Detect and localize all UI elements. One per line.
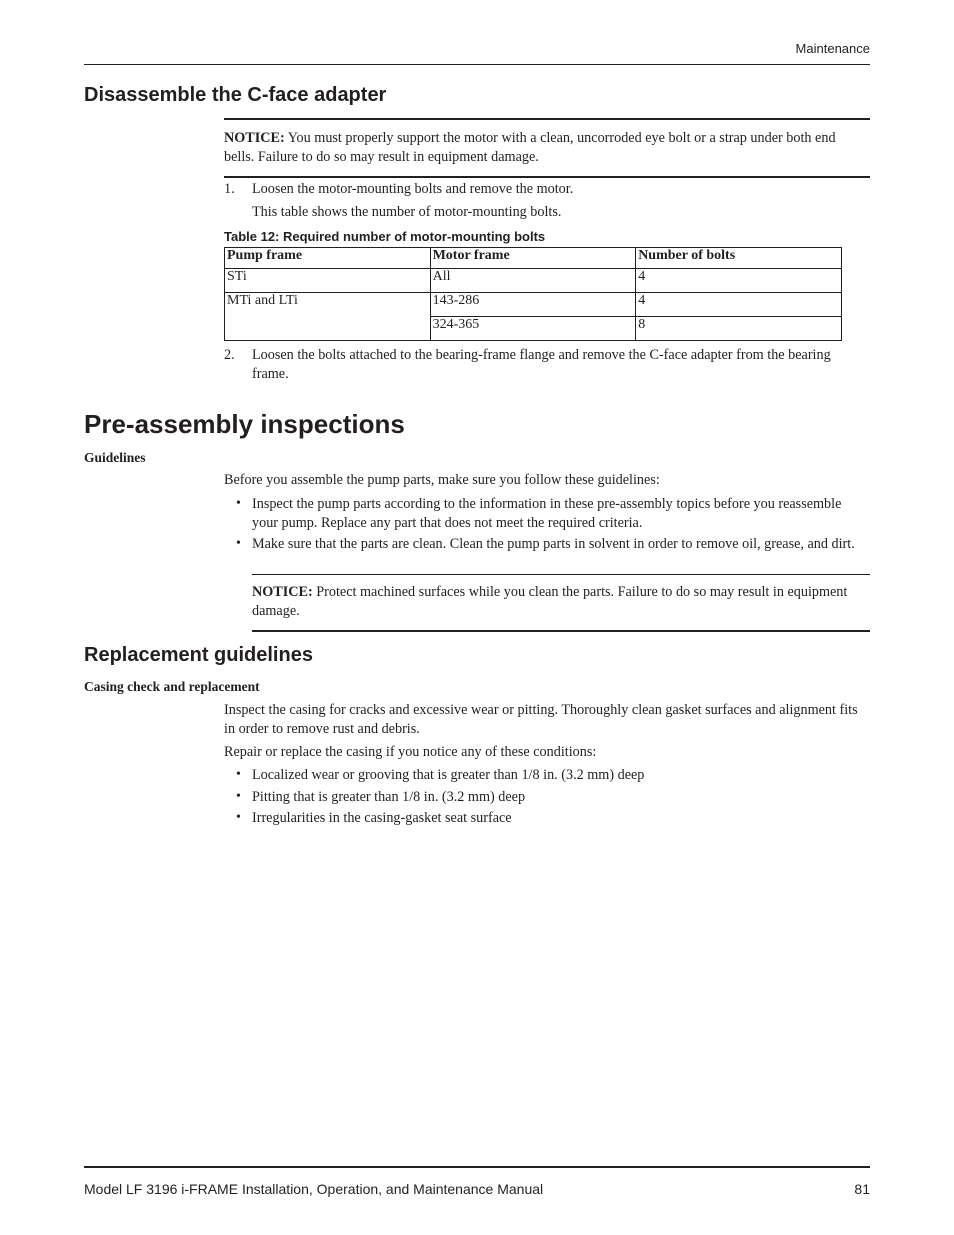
list-item: Make sure that the parts are clean. Clean the pump parts in solvent in order to remove oil, grease, and dirt. (252, 536, 855, 552)
section-title-pre-assembly: Pre-assembly inspections (84, 409, 405, 439)
subhead-casing: Casing check and replacement (84, 679, 260, 694)
table-cell: 143-286 (430, 293, 636, 317)
table-cell: All (430, 269, 636, 293)
list-item: Irregularities in the casing-gasket seat surface (252, 810, 512, 826)
step-subtext: This table shows the number of motor-mounting bolts. (252, 204, 562, 220)
bolts-table (224, 247, 842, 341)
notice-bottom-rule (252, 630, 870, 632)
table-header-cell: Motor frame (430, 248, 636, 269)
step-text: Loosen the motor-mounting bolts and remove the motor. (252, 181, 574, 197)
table-row (225, 293, 842, 317)
notice-block (252, 583, 862, 620)
table-caption: Table 12: Required number of motor-mounting bolts (224, 229, 546, 244)
paragraph: Inspect the casing for cracks and excessive wear or pitting. Thoroughly clean gasket surfaces and alignment fits in order to remove rust and debris. (224, 702, 858, 737)
step-number: 2. (224, 347, 235, 363)
bullet-marker: • (236, 767, 241, 782)
bullet-marker: • (236, 789, 241, 804)
notice-label: NOTICE: (224, 130, 285, 146)
header-rule (84, 64, 870, 65)
notice-top-rule (224, 118, 870, 120)
list-item: Pitting that is greater than 1/8 in. (3.2 mm) deep (252, 789, 526, 805)
notice-text: You must properly support the motor with a clean, uncorroded eye bolt or a strap under both end bells. Failure to do so may result in equipment damage. (224, 130, 836, 165)
section-title-replacement: Replacement guidelines (84, 644, 313, 666)
notice-text: Protect machined surfaces while you clean the parts. Failure to do so may result in equipment damage. (252, 584, 848, 619)
paragraph: Repair or replace the casing if you notice any of these conditions: (224, 744, 597, 760)
table-cell: 8 (636, 317, 842, 341)
section-title-c-face: Disassemble the C-face adapter (84, 84, 387, 106)
running-head: Maintenance (795, 41, 870, 56)
table-header-row (225, 248, 842, 269)
step-text: Loosen the bolts attached to the bearing-frame flange and remove the C-face adapter from the bearing frame. (252, 347, 831, 382)
table-cell: 324-365 (430, 317, 636, 341)
list-item: Inspect the pump parts according to the information in these pre-assembly topics before you reassemble your pump. Replace any part that does not meet the required criteria. (252, 496, 842, 531)
list-item: Localized wear or grooving that is greater than 1/8 in. (3.2 mm) deep (252, 767, 645, 783)
notice-block (224, 129, 864, 166)
table-header-cell: Number of bolts (636, 248, 842, 269)
footer-rule (84, 1166, 870, 1168)
bullet-marker: • (236, 810, 241, 825)
table-cell: 4 (636, 293, 842, 317)
notice-bottom-rule (224, 176, 870, 178)
notice-label: NOTICE: (252, 584, 313, 600)
table-cell: STi (225, 269, 431, 293)
notice-top-rule (252, 574, 870, 575)
bullet-marker: • (236, 536, 241, 551)
table-row (225, 269, 842, 293)
table-cell: MTi and LTi (225, 293, 431, 341)
step-number: 1. (224, 181, 235, 197)
bullet-marker: • (236, 496, 241, 511)
page-number: 81 (854, 1181, 870, 1197)
subhead-guidelines: Guidelines (84, 450, 146, 465)
table-cell: 4 (636, 269, 842, 293)
table-header-cell: Pump frame (225, 248, 431, 269)
footer-manual-title: Model LF 3196 i-FRAME Installation, Operation, and Maintenance Manual (84, 1181, 544, 1197)
intro-paragraph: Before you assemble the pump parts, make sure you follow these guidelines: (224, 472, 660, 488)
